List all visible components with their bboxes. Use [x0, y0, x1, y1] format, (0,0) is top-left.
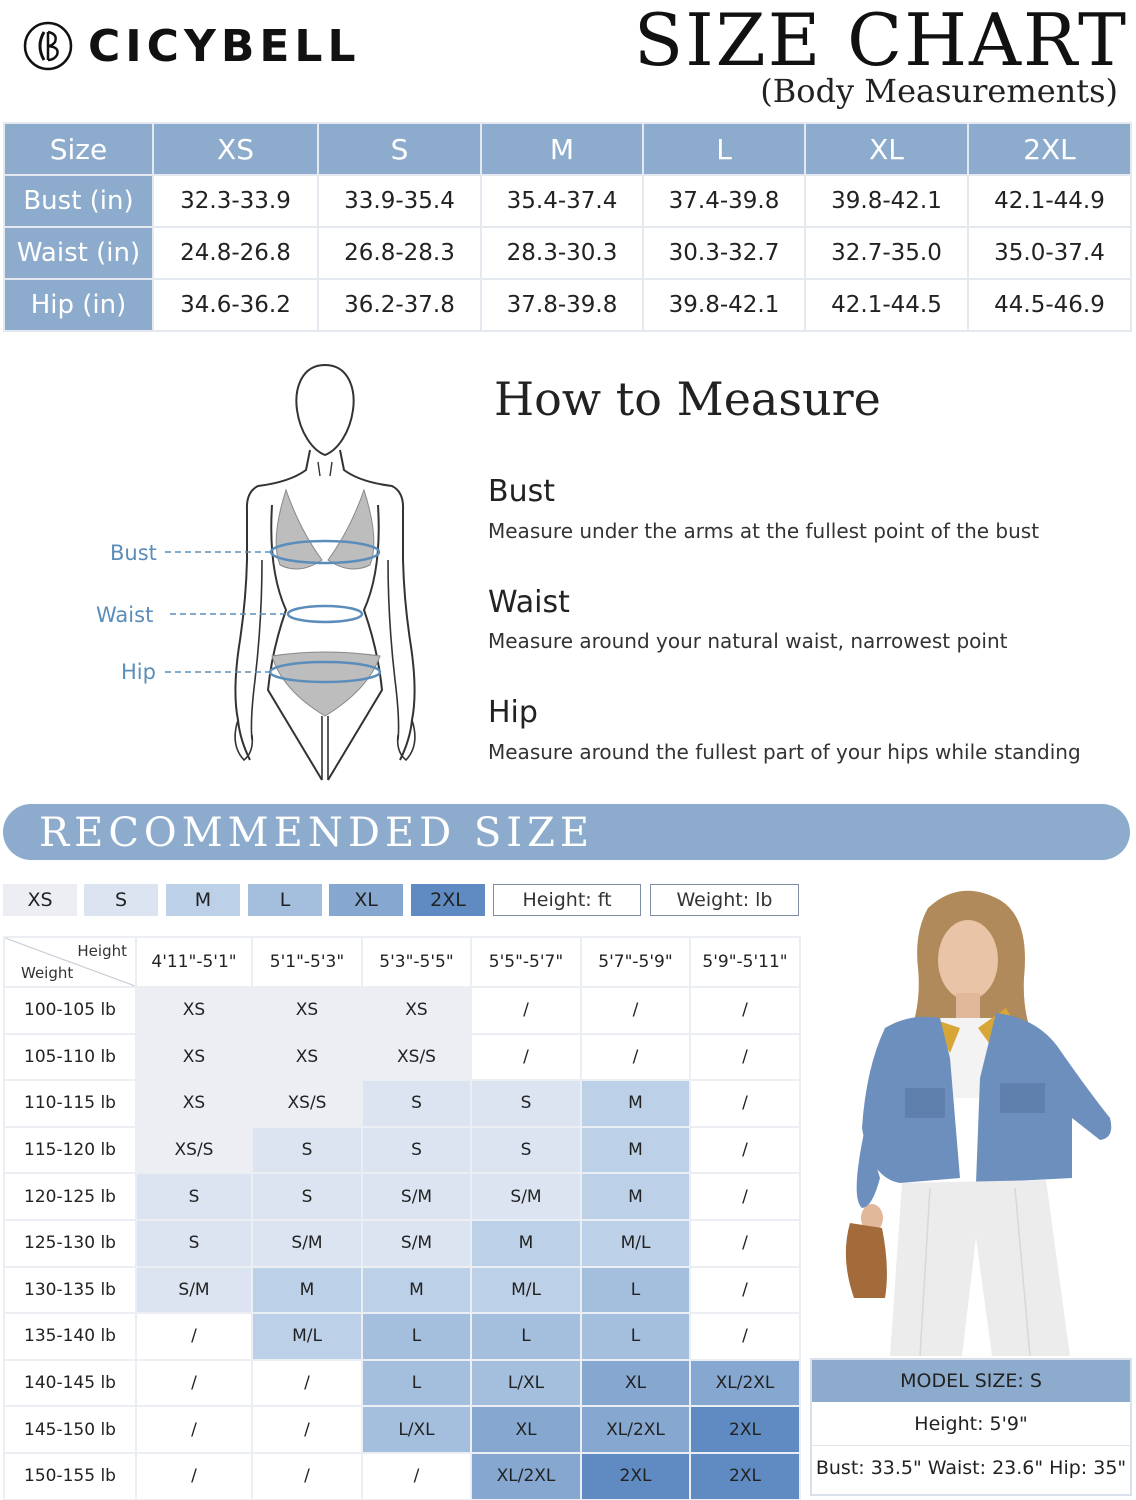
size-recommendation-cell: M/L — [581, 1220, 690, 1267]
height-header-cell: 5'5"-5'7" — [471, 937, 581, 987]
size-recommendation-cell: M/L — [252, 1313, 362, 1360]
size-recommendation-cell: / — [471, 1034, 581, 1081]
measure-heading-waist: Waist — [488, 585, 570, 620]
weight-row-label: 150-155 lb — [4, 1453, 136, 1500]
size-recommendation-cell: S/M — [252, 1220, 362, 1267]
brand-monogram-icon — [22, 20, 74, 72]
weight-row-label: 135-140 lb — [4, 1313, 136, 1360]
size-recommendation-cell: XS — [136, 1034, 252, 1081]
table-cell: 39.8-42.1 — [643, 279, 805, 331]
how-to-measure-title: How to Measure — [494, 372, 881, 426]
table-cell: 39.8-42.1 — [805, 175, 968, 227]
table-cell: 32.3-33.9 — [153, 175, 318, 227]
size-recommendation-cell: S — [471, 1127, 581, 1174]
size-recommendation-cell: 2XL — [690, 1406, 800, 1453]
size-recommendation-cell: L/XL — [471, 1360, 581, 1407]
size-recommendation-cell: XS — [136, 987, 252, 1034]
size-recommendation-cell: M — [471, 1220, 581, 1267]
table-row — [4, 1034, 800, 1081]
row-label-hip: Hip (in) — [4, 279, 153, 331]
size-recommendation-cell: S — [252, 1127, 362, 1174]
size-recommendation-cell: / — [136, 1453, 252, 1500]
size-recommendation-cell: M/L — [471, 1267, 581, 1314]
size-recommendation-cell: XL/2XL — [690, 1360, 800, 1407]
legend-xl: XL — [329, 884, 403, 916]
table-cell: 34.6-36.2 — [153, 279, 318, 331]
size-recommendation-cell: / — [690, 1127, 800, 1174]
table-cell: 42.1-44.9 — [968, 175, 1131, 227]
size-recommendation-cell: / — [581, 1034, 690, 1081]
table-row — [4, 987, 800, 1034]
size-recommendation-cell: S/M — [362, 1173, 471, 1220]
size-recommendation-cell: L — [471, 1313, 581, 1360]
size-recommendation-cell: / — [471, 987, 581, 1034]
size-recommendation-cell: S — [136, 1173, 252, 1220]
figure-label-bust: Bust — [110, 541, 157, 565]
model-size-card — [810, 1358, 1132, 1496]
size-recommendation-cell: / — [690, 987, 800, 1034]
page-subtitle: (Body Measurements) — [760, 72, 1118, 110]
measure-text-waist: Measure around your natural waist, narrowest point — [488, 629, 1008, 653]
table-row — [4, 175, 1131, 227]
size-recommendation-cell: M — [362, 1267, 471, 1314]
legend-m: M — [166, 884, 240, 916]
size-recommendation-cell: 2XL — [690, 1453, 800, 1500]
model-size-title: MODEL SIZE: S — [812, 1360, 1130, 1402]
weight-row-label: 125-130 lb — [4, 1220, 136, 1267]
table-row — [4, 1313, 800, 1360]
size-recommendation-cell: XL/2XL — [471, 1453, 581, 1500]
recommended-size-title: RECOMMENDED SIZE — [39, 810, 595, 856]
model-measurements: Bust: 33.5" Waist: 23.6" Hip: 35" — [815, 1457, 1127, 1479]
size-recommendation-cell: XS — [252, 1034, 362, 1081]
height-header-row — [4, 937, 800, 987]
size-recommendation-cell: S — [136, 1220, 252, 1267]
size-recommendation-cell: XS/S — [362, 1034, 471, 1081]
size-recommendation-cell: XS/S — [136, 1127, 252, 1174]
height-header-cell: 5'3"-5'5" — [362, 937, 471, 987]
corner-height-label: Height — [77, 942, 127, 960]
table-row — [4, 1360, 800, 1407]
table-row — [4, 1220, 800, 1267]
size-header-cell: 2XL — [968, 123, 1131, 175]
weight-row-label: 120-125 lb — [4, 1173, 136, 1220]
size-recommendation-cell: / — [136, 1360, 252, 1407]
size-recommendation-cell: L/XL — [362, 1406, 471, 1453]
size-recommendation-cell: L — [362, 1313, 471, 1360]
size-recommendation-cell: XS — [136, 1080, 252, 1127]
table-row — [4, 1267, 800, 1314]
weight-row-label: 100-105 lb — [4, 987, 136, 1034]
measure-heading-bust: Bust — [488, 474, 555, 509]
size-recommendation-cell: XS/S — [252, 1080, 362, 1127]
size-header-cell: XS — [153, 123, 318, 175]
height-header-cell: 4'11"-5'1" — [136, 937, 252, 987]
brand-logo — [22, 20, 360, 72]
size-header-cell: M — [481, 123, 643, 175]
size-header-row — [4, 123, 1131, 175]
size-recommendation-cell: XL — [581, 1360, 690, 1407]
size-recommendation-cell: S — [362, 1080, 471, 1127]
unit-height-label: Height: ft — [493, 884, 641, 916]
table-cell: 32.7-35.0 — [805, 227, 968, 279]
page-title: SIZE CHART — [633, 0, 1128, 82]
size-recommendation-cell: L — [362, 1360, 471, 1407]
size-recommendation-cell: XL/2XL — [581, 1406, 690, 1453]
table-cell: 36.2-37.8 — [318, 279, 481, 331]
size-recommendation-cell: / — [136, 1313, 252, 1360]
table-row — [4, 1127, 800, 1174]
size-recommendation-cell: / — [690, 1080, 800, 1127]
size-recommendation-cell: / — [581, 987, 690, 1034]
size-recommendation-cell: / — [252, 1453, 362, 1500]
size-recommendation-cell: XL — [471, 1406, 581, 1453]
recommended-size-table — [3, 936, 801, 1500]
table-cell: 35.4-37.4 — [481, 175, 643, 227]
table-cell: 44.5-46.9 — [968, 279, 1131, 331]
size-recommendation-cell: / — [362, 1453, 471, 1500]
legend-xs: XS — [3, 884, 77, 916]
size-recommendation-cell: L — [581, 1267, 690, 1314]
legend-s: S — [84, 884, 158, 916]
table-row — [4, 1453, 800, 1500]
brand-name: CICYBELL — [88, 20, 361, 72]
size-recommendation-cell: L — [581, 1313, 690, 1360]
model-height: Height: 5'9" — [812, 1402, 1130, 1446]
figure-bra-icon — [276, 490, 374, 569]
size-recommendation-cell: S — [362, 1127, 471, 1174]
size-recommendation-cell: / — [690, 1313, 800, 1360]
size-recommendation-cell: M — [581, 1080, 690, 1127]
table-row — [4, 1173, 800, 1220]
table-row — [4, 227, 1131, 279]
height-header-cell: 5'7"-5'9" — [581, 937, 690, 987]
size-recommendation-cell: M — [252, 1267, 362, 1314]
size-recommendation-cell: / — [252, 1360, 362, 1407]
body-measurement-table — [3, 122, 1132, 332]
measure-text-bust: Measure under the arms at the fullest point of the bust — [488, 519, 1040, 543]
size-header-cell: Size — [4, 123, 153, 175]
size-recommendation-cell: S — [252, 1173, 362, 1220]
size-recommendation-cell: M — [581, 1173, 690, 1220]
model-photo — [810, 878, 1132, 1356]
weight-row-label: 105-110 lb — [4, 1034, 136, 1081]
size-recommendation-cell: / — [690, 1220, 800, 1267]
body-measurement-figure — [90, 360, 450, 785]
table-cell: 26.8-28.3 — [318, 227, 481, 279]
figure-label-waist: Waist — [96, 603, 154, 627]
size-header-cell: L — [643, 123, 805, 175]
measure-heading-hip: Hip — [488, 695, 538, 730]
size-recommendation-cell: S/M — [362, 1220, 471, 1267]
weight-row-label: 115-120 lb — [4, 1127, 136, 1174]
table-cell: 24.8-26.8 — [153, 227, 318, 279]
table-cell: 42.1-44.5 — [805, 279, 968, 331]
legend-l: L — [248, 884, 322, 916]
size-recommendation-cell: M — [581, 1127, 690, 1174]
size-header-cell: XL — [805, 123, 968, 175]
table-cell: 30.3-32.7 — [643, 227, 805, 279]
corner-weight-label: Weight — [21, 964, 74, 982]
size-recommendation-cell: / — [136, 1406, 252, 1453]
size-recommendation-cell: 2XL — [581, 1453, 690, 1500]
table-row — [4, 279, 1131, 331]
figure-head-icon — [296, 365, 353, 455]
table-row — [4, 1406, 800, 1453]
table-cell: 37.4-39.8 — [643, 175, 805, 227]
table-cell: 33.9-35.4 — [318, 175, 481, 227]
row-label-waist: Waist (in) — [4, 227, 153, 279]
row-label-bust: Bust (in) — [4, 175, 153, 227]
table-cell: 35.0-37.4 — [968, 227, 1131, 279]
size-recommendation-cell: S — [471, 1080, 581, 1127]
measure-text-hip: Measure around the fullest part of your hips while standing — [488, 740, 1081, 764]
height-header-cell: 5'1"-5'3" — [252, 937, 362, 987]
unit-weight-label: Weight: lb — [650, 884, 799, 916]
weight-row-label: 140-145 lb — [4, 1360, 136, 1407]
waist-measure-line — [288, 606, 362, 622]
height-header-cell: 5'9"-5'11" — [690, 937, 800, 987]
size-recommendation-cell: / — [252, 1406, 362, 1453]
table-cell: 37.8-39.8 — [481, 279, 643, 331]
legend-2xl: 2XL — [411, 884, 485, 916]
weight-row-label: 130-135 lb — [4, 1267, 136, 1314]
weight-row-label: 145-150 lb — [4, 1406, 136, 1453]
size-recommendation-cell: XS — [362, 987, 471, 1034]
table-row — [4, 1080, 800, 1127]
weight-row-label: 110-115 lb — [4, 1080, 136, 1127]
size-recommendation-cell: XS — [252, 987, 362, 1034]
recommended-size-banner — [3, 804, 1130, 860]
size-recommendation-cell: S/M — [471, 1173, 581, 1220]
table-corner-cell — [4, 937, 136, 987]
recommended-table-body — [4, 987, 800, 1500]
figure-label-hip: Hip — [121, 660, 156, 684]
size-recommendation-cell: S/M — [136, 1267, 252, 1314]
size-recommendation-cell: / — [690, 1034, 800, 1081]
size-header-cell: S — [318, 123, 481, 175]
table-cell: 28.3-30.3 — [481, 227, 643, 279]
size-recommendation-cell: / — [690, 1173, 800, 1220]
size-recommendation-cell: / — [690, 1267, 800, 1314]
